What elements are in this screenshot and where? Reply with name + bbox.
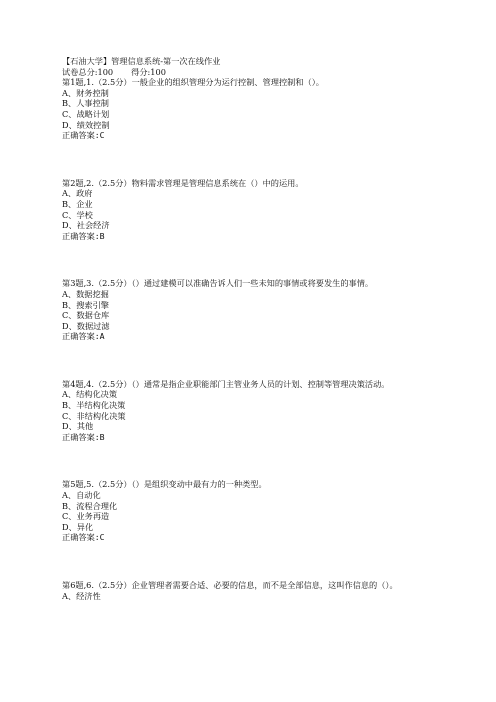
option-a: A、经济性 [62,590,101,601]
option-a: A、财务控制 [62,87,109,98]
option-c: C、学校 [62,209,93,220]
option-c: C、数据仓库 [62,310,110,321]
correct-answer: 正确答案:B [62,431,105,442]
score-line [62,67,482,78]
question-2 [62,178,482,242]
option-a: A、结构化决策 [62,389,118,400]
option-b: B、人事控制 [62,98,109,109]
total-score: 试卷总分:100 [62,66,114,77]
option-c: C、业务再造 [62,511,110,522]
document-page [62,56,482,638]
correct-answer: 正确答案:C [62,130,105,141]
question-1 [62,77,482,141]
option-a: A、政府 [62,188,93,199]
option-d: D、其他 [62,421,94,432]
option-d: D、数据过滤 [62,320,110,331]
option-b: B、搜索引擎 [62,299,109,310]
obtained-score: 得分:100 [131,66,166,77]
option-c: C、战略计划 [62,108,110,119]
question-3 [62,278,482,342]
correct-answer: 正确答案:C [62,532,105,543]
option-b: B、半结构化决策 [62,400,126,411]
correct-answer: 正确答案:B [62,230,105,241]
question-4 [62,379,482,443]
question-5 [62,479,482,543]
option-a: A、数据挖掘 [62,288,109,299]
option-d: D、异化 [62,521,94,532]
option-a: A、自动化 [62,490,101,501]
option-d: D、社会经济 [62,220,110,231]
correct-answer: 正确答案:A [62,331,105,342]
question-prompt: 第1题,1.（2.5分）一般企业的组织管理分为运行控制、管理控制和（）。 [62,77,324,88]
question-prompt: 第3题,3.（2.5分）（）通过建模可以准确告诉人们一些未知的事情或将要发生的事情。 [62,278,374,289]
option-d: D、绩效控制 [62,119,110,130]
question-prompt: 第2题,2.（2.5分）物料需求管理是管理信息系统在（）中的运用。 [62,177,304,188]
option-b: B、企业 [62,198,93,209]
question-prompt: 第6题,6.（2.5分）企业管理者需要合适、必要的信息，而不是全部信息，这叫作信息的（）。 [62,580,398,590]
option-c: C、非结构化决策 [62,410,126,421]
question-6 [62,580,482,601]
question-prompt: 第5题,5.（2.5分）（）是组织变动中最有力的一种类型。 [62,479,267,490]
question-prompt: 第4题,4.（2.5分）（）通常是指企业职能部门主管业务人员的计划、控制等管理决策活动。 [62,378,390,389]
document-title: 【石油大学】管理信息系统-第一次在线作业 [62,56,221,66]
option-b: B、流程合理化 [62,500,118,511]
